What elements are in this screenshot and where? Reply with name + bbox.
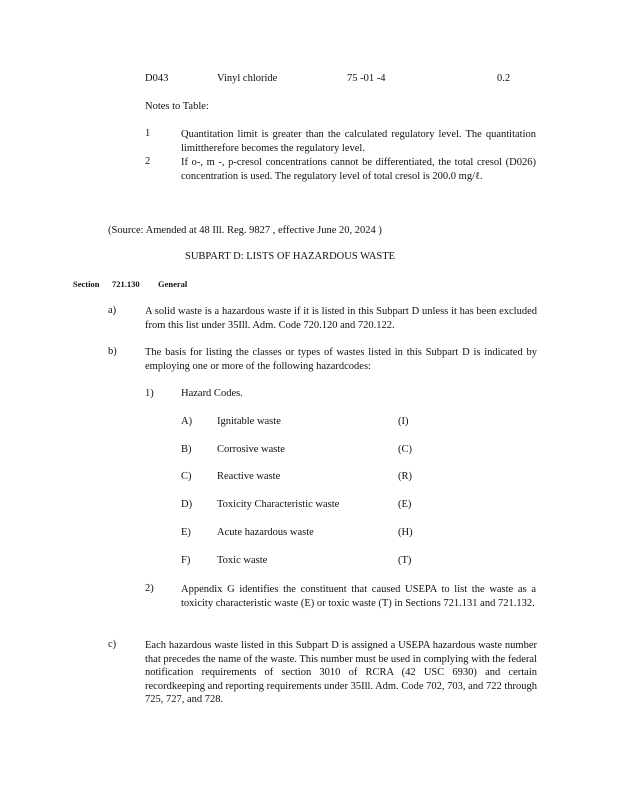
- hazard-code-letter: F): [181, 555, 191, 566]
- note-number: 2: [145, 156, 151, 167]
- waste-code: D043: [145, 73, 169, 84]
- hazard-code-name: Corrosive waste: [217, 444, 285, 455]
- hazard-code-symbol: (T): [398, 555, 412, 566]
- cas-number: 75 -01 -4: [347, 73, 386, 84]
- paragraph-text: The basis for listing the classes or types of wastes listed in this Subpart D is indicated by employing one or more of the following hazardcodes:: [145, 347, 537, 372]
- hazard-code-symbol: (H): [398, 527, 413, 538]
- paragraph-label: a): [108, 305, 117, 316]
- note-number: 1: [145, 128, 151, 139]
- hazard-code-name: Reactive waste: [217, 471, 281, 482]
- hazard-codes-heading: Hazard Codes.: [181, 388, 243, 399]
- hazard-code-letter: D): [181, 499, 193, 510]
- section-label: Section: [73, 279, 100, 289]
- paragraph-text: A solid waste is a hazardous waste if it is listed in this Subpart D unless it has been excluded from this list under 35Ill. Adm. Code 720.120 and 720.122.: [145, 306, 537, 331]
- subparagraph-number: 1): [145, 388, 154, 399]
- paragraph-text: Each hazardous waste listed in this Subpart D is assigned a USEPA hazardous waste number that precedes the name of the waste. This number must be used in complying with the federal notification requirements of section 3010 of RCRA (42 USC 6930) and certain recordkeeping and reporting requirements under 35Ill. Adm. Code 702, 703, and 722 through 725, 727, and 728.: [145, 640, 537, 705]
- section-number: 721.130: [112, 279, 140, 289]
- hazard-code-symbol: (C): [398, 444, 412, 455]
- hazard-code-symbol: (E): [398, 499, 412, 510]
- subparagraph-number: 2): [145, 583, 154, 594]
- note-text: If o-, m -, p-cresol concentrations cannot be differentiated, the total cresol (D026) concentration is used. The regulatory level of total cresol is 200.0 mg/ℓ.: [181, 157, 536, 182]
- paragraph-label: c): [108, 639, 117, 650]
- regulatory-level: 0.2: [497, 73, 511, 84]
- paragraph-label: b): [108, 346, 117, 357]
- hazard-code-name: Toxic waste: [217, 555, 268, 566]
- note-text: Quantitation limit is greater than the calculated regulatory level. The quantitation limittherefore becomes the regulatory level.: [181, 129, 536, 154]
- hazard-code-symbol: (I): [398, 416, 409, 427]
- hazard-code-letter: B): [181, 444, 192, 455]
- subpart-heading: SUBPART D: LISTS OF HAZARDOUS WASTE: [185, 251, 396, 262]
- contaminant-name: Vinyl chloride: [217, 73, 278, 84]
- source-note: (Source: Amended at 48 Ill. Reg. 9827 , effective June 20, 2024 ): [108, 225, 382, 236]
- hazard-code-symbol: (R): [398, 471, 412, 482]
- hazard-code-name: Toxicity Characteristic waste: [217, 499, 340, 510]
- hazard-code-letter: C): [181, 471, 192, 482]
- section-title: General: [158, 279, 188, 289]
- notes-heading: Notes to Table:: [145, 101, 209, 112]
- hazard-code-name: Ignitable waste: [217, 416, 281, 427]
- hazard-code-letter: A): [181, 416, 193, 427]
- hazard-code-name: Acute hazardous waste: [217, 527, 314, 538]
- appendix-text: Appendix G identifies the constituent that caused USEPA to list the waste as a toxicity characteristic waste (E) or toxic waste (T) in Sections 721.131 and 721.132.: [181, 584, 536, 609]
- hazard-code-letter: E): [181, 527, 191, 538]
